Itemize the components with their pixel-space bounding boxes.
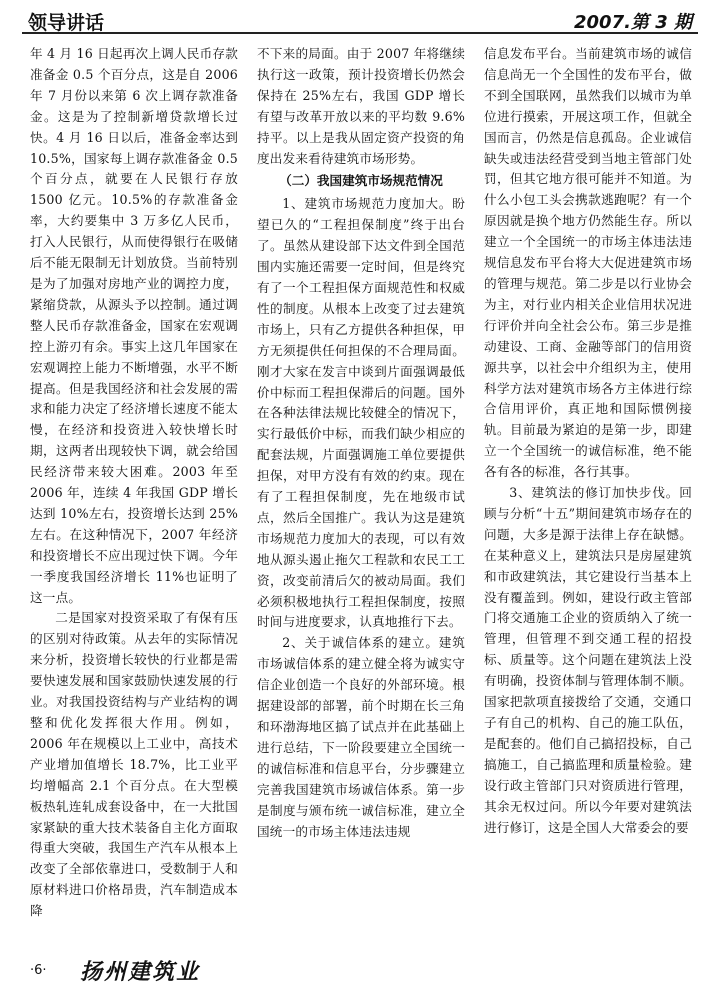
- section-heading: （二）我国建筑市场规范情况: [279, 173, 443, 189]
- paragraph: 3、建筑法的修订加快步伐。回顾与分析“十五”期间建筑市场存在的问题，大多是源于法律上存在缺憾。在某种意义上，建筑法只是房屋建筑和市政建筑法，其它建设行当基本上没有覆盖到。例如，建设行政主管部门将交通施工企业的资质纳入了统一管理，但管理不到交通工程的招投标、质量等。这个问题在建筑法上没有明确，投资体制与管理体制不顺。国家把款项直接拨给了交通，交通口子有自己的机构、自己的施工队伍，是配套的。他们自己搞招投标，自己搞施工，自己搞监理和质量检验。建设行政主管部门只对资质进行管理，其余无权过问。所以今年要对建筑法进行修订，这是全国人大常委会的要: [484, 485, 692, 835]
- paragraph: 信息发布平台。当前建筑市场的诚信信息尚无一个全国性的发布平台，做不到全国联网，虽然我们以城市为单位进行摸索，开展这项工作，但就全国而言，仍然是信息孤岛。企业诚信缺失或违法经营受到当地主管部门处罚，但其它地方很可能并不知道。为什么小包工头会携款逃跑呢？有一个原因就是换个地方仍然能生存。所以建立一个全国统一的市场主体违法违规信息发布平台将大大促进建筑市场的管理与规范。第二步是以行业协会为主，对行业内相关企业信用状况进行评价并向全社会公布。第三步是推动建设、工商、金融等部门的信用资源共享，以社会中介组织为主，使用科学方法对建筑市场各方主体进行综合信用评价，真正地和国际惯例接轨。目前最为紧迫的是第一步，即建立一个全国统一的诚信标准，绝不能各有各的标准，各行其事。: [484, 46, 692, 480]
- page-footer: [30, 953, 330, 989]
- column-2: [257, 44, 465, 944]
- column-3: [484, 44, 692, 944]
- issue-number: 2007.第 3 期: [574, 12, 692, 33]
- paragraph: 1、建筑市场规范力度加大。盼望已久的“工程担保制度”终于出台了。虽然从建设部下达文件到全国范围内实施还需要一定时间，但是终究有了一个工程担保方面规范性和权威性的制度。从根本上改变了过去建筑市场上，只有乙方提供各种担保，甲方无须提供任何担保的不合理局面。刚才大家在发言中谈到片面强调最低价中标而工程担保滞后的问题。国外在各种法律法规比较健全的情况下，实行最低价中标，而我们缺少相应的配套法规，片面强调施工单位要提供担保，对甲方没有有效的约束。现在有了工程担保制度，先在地级市试点，然后全国推广。我认为这是建筑市场规范力度加大的表现，可以有效地从源头遏止拖欠工程款和农民工工资，改变前清后欠的被动局面。我们必须积极地执行工程担保制度，按照时间与进度要求，认真地推行下去。: [257, 196, 465, 630]
- paragraph: 年 4 月 16 日起再次上调人民币存款准备金 0.5 个百分点，这是自 2006 年 7 月份以来第 6 次上调存款准备金。这是为了控制新增贷款增长过快。4 月 16 日以后，准备金率达到 10.5%，国家每上调存款准备金 0.5 个百分点，就要在人民银行存放 1500 亿元。10.5%的存款准备金率，大约要集中 3 万多亿人民币，打入人民银行，从而使得银行在吸储后不能无限制无计划放贷。当前特别是为了加强对房地产业的调控力度，紧缩贷款，从源头予以控制。通过调整人民币存款准备金，国家在宏观调控上游刃有余。事实上这几年国家在宏观调控上能力不断增强，水平不断提高。但是我国经济和社会发展的需求和能力决定了经济增长速度不能太慢，在经济和投资进入较快增长时期，这两者出现较快下调，就会给国民经济带来较大困难。2003 年至 2006 年，连续 4 年我国 GDP 增长达到 10%左右，投资增长达到 25%左右。在这种情况下，2007 年经济和投资增长不应出现过快下调。今年一季度我国经济增长 11%也证明了这一点。: [30, 46, 238, 605]
- column-1: [30, 44, 238, 944]
- paragraph: 2、关于诚信体系的建立。建筑市场诚信体系的建立健全将为诚实守信企业创造一个良好的外部环境。根据建设部的部署，前个时期在长三角和环渤海地区搞了试点并在此基础上进行总结，下一阶段要建立全国统一的诚信标准和信息平台，分步骤建立完善我国建筑市场诚信体系。第一步是制度与颁布统一诚信标准，建立全国统一的市场主体违法违规: [257, 635, 465, 839]
- section-title: 领导讲话: [28, 12, 105, 34]
- article-body: [30, 44, 692, 944]
- magazine-logo: 扬州建筑业: [80, 959, 201, 985]
- paragraph: 二是国家对投资采取了有保有压的区别对待政策。从去年的实际情况来分析，投资增长较快的行业都是需要快速发展和国家鼓励快速发展的行业。对我国投资结构与产业结构的调整和优化发挥很大作用。例如，2006 年在规模以上工业中，高技术产业增加值增长 18.7%，比工业平均增幅高 2.1 个百分点。在大型模板热轧连轧成套设备中，在一大批国家紧缺的重大技术装备自主化方面取得重大突破，我国生产汽车从根本上改变了全部依靠进口，受数制于人和原材料进口价格昂贵，汽车制造成本降: [30, 610, 238, 919]
- page-number: ·6·: [30, 963, 47, 978]
- paragraph: 不下来的局面。由于 2007 年将继续执行这一政策，预计投资增长仍然会保持在 25%左右，我国 GDP 增长有望与改革开放以来的平均数 9.6%持平。以上是我从固定资产投资的角度出发来看待建筑市场形势。: [257, 46, 465, 166]
- page-header: [22, 6, 698, 34]
